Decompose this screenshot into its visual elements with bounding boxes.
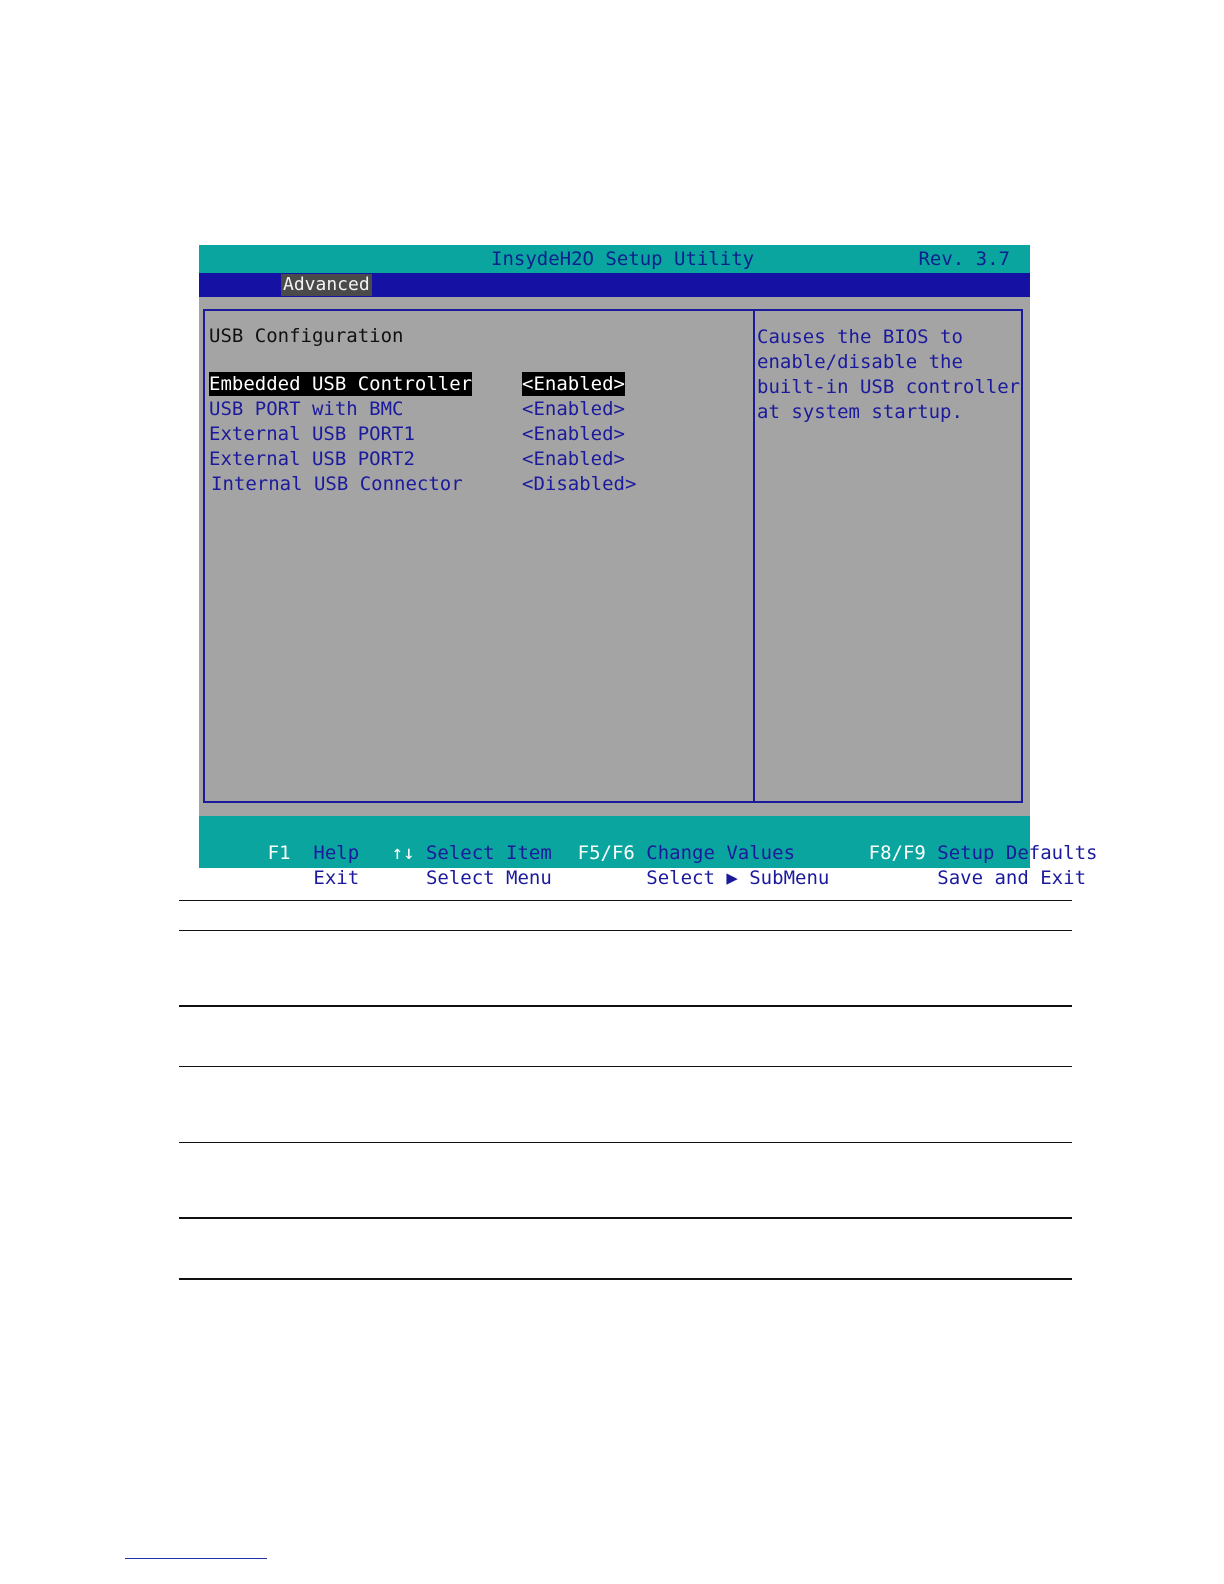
help-text [757,325,1021,425]
key-legend-footer [199,816,1098,889]
table-rule [179,1217,1072,1219]
help-line: enable/disable the [757,351,963,373]
setting-value[interactable]: <Enabled> [522,423,625,445]
setting-value[interactable]: <Enabled> [522,448,625,470]
table-rule [179,1278,1072,1280]
setting-label: Internal USB Connector [211,473,463,495]
setting-value[interactable]: <Disabled> [522,473,637,495]
section-title: USB Configuration [209,325,404,347]
help-line: at system startup. [757,401,963,423]
footnote-rule [125,1558,267,1559]
key-f10: F10 [868,867,903,889]
key-enter-desc: Select ▶ SubMenu [646,867,830,889]
key-f8f9: F8/F9 [868,842,926,864]
key-esc: Esc [267,867,302,889]
setting-label: USB PORT with BMC [209,398,404,420]
key-updown-desc: Select Item [425,842,552,864]
key-f1: F1 [267,842,291,864]
table-rule [179,1005,1072,1007]
setting-value[interactable]: <Enabled> [522,373,625,395]
tab-advanced[interactable]: Advanced [283,274,370,295]
table-rule [179,900,1072,901]
bios-setup-screen [199,245,1098,889]
key-esc-desc: Exit [313,867,360,889]
menu-bar [199,273,1030,297]
revision-label: Rev. 3.7 [918,248,1010,270]
up-down-arrows-icon: ↑↓ [391,842,415,864]
table-rule [179,930,1072,931]
key-f5f6: F5/F6 [577,842,635,864]
help-panel [753,309,1023,803]
setting-label: Embedded USB Controller [209,373,473,395]
utility-title: InsydeH2O Setup Utility [491,248,755,270]
help-line: built-in USB controller [757,376,1021,398]
key-select-submenu [509,841,829,916]
left-right-arrows-icon: ↔ [391,867,404,889]
title-bar [199,245,1030,273]
key-f10-desc: Save and Exit [937,867,1087,889]
key-f1-desc: Help [313,842,360,864]
key-save-exit [800,841,1086,916]
setting-label: External USB PORT1 [209,423,415,445]
key-enter: Enter [577,867,635,889]
key-f8f9-desc: Setup Defaults [937,842,1098,864]
help-line: Causes the BIOS to [757,326,963,348]
table-rule [179,1142,1072,1143]
setting-label: External USB PORT2 [209,448,415,470]
settings-panel [203,309,755,803]
key-f5f6-desc: Change Values [646,842,796,864]
key-leftright-desc: Select Menu [425,867,552,889]
setting-value[interactable]: <Enabled> [522,398,625,420]
table-rule [179,1066,1072,1067]
